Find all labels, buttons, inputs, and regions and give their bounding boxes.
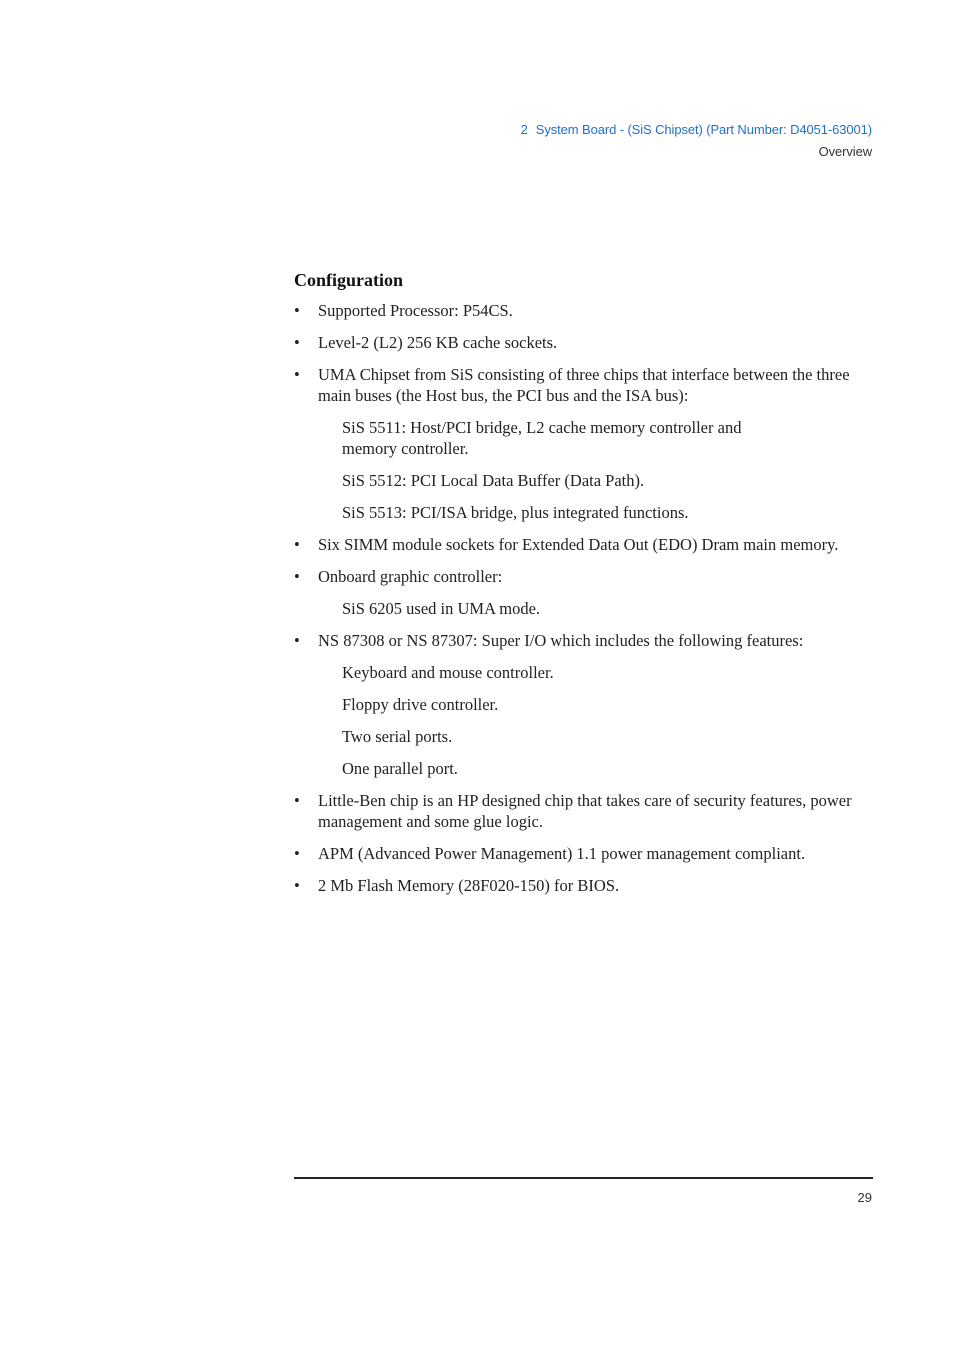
page-number: 29	[857, 1190, 872, 1205]
configuration-list-cont2	[294, 630, 884, 651]
running-header	[521, 119, 872, 163]
configuration-list-cont	[294, 534, 884, 587]
footer-rule	[294, 1177, 873, 1179]
bullet-icon: •	[294, 631, 300, 650]
sub-item: SiS 6205 used in UMA mode.	[342, 599, 541, 618]
chapter-title: System Board - (SiS Chipset) (Part Number: D4051-63001)	[535, 122, 872, 137]
bullet-icon: •	[294, 876, 300, 895]
page-content	[294, 268, 884, 907]
bullet-icon: •	[294, 365, 300, 384]
list-item: • Supported Processor: P54CS.	[294, 301, 513, 320]
list-item: • NS 87308 or NS 87307: Super I/O which includes the following features:	[294, 631, 804, 650]
sub-item: SiS 5511: Host/PCI bridge, L2 cache memory controller and memory controller.	[342, 418, 742, 458]
section-name: Overview	[818, 144, 872, 159]
list-item: • APM (Advanced Power Management) 1.1 power management compliant.	[294, 844, 806, 863]
list-item: • 2 Mb Flash Memory (28F020-150) for BIOS.	[294, 876, 620, 895]
sub-item: SiS 5513: PCI/ISA bridge, plus integrated functions.	[342, 503, 689, 522]
bullet-icon: •	[294, 844, 300, 863]
list-item: • Onboard graphic controller:	[294, 567, 503, 586]
bullet-icon: •	[294, 791, 300, 810]
sub-item: One parallel port.	[342, 759, 458, 778]
list-item: • Six SIMM module sockets for Extended Data Out (EDO) Dram main memory.	[294, 535, 839, 554]
list-item: • UMA Chipset from SiS consisting of three chips that interface between the three main buses (the Host bus, the PCI bus and the ISA bus):	[294, 365, 850, 405]
list-item: • Level-2 (L2) 256 KB cache sockets.	[294, 333, 558, 352]
list-item: • Little-Ben chip is an HP designed chip that takes care of security features, power management and some glue logic.	[294, 791, 852, 831]
sub-item: SiS 5512: PCI Local Data Buffer (Data Path).	[342, 471, 645, 490]
chapter-number: 2	[520, 122, 528, 137]
configuration-list-cont3	[294, 790, 884, 896]
chapter-heading	[521, 119, 872, 141]
sub-item: Two serial ports.	[342, 727, 453, 746]
bullet-icon: •	[294, 333, 300, 352]
bullet-icon: •	[294, 535, 300, 554]
section-title: Configuration	[294, 270, 404, 290]
bullet-icon: •	[294, 301, 300, 320]
sub-item: Keyboard and mouse controller.	[342, 663, 554, 682]
bullet-icon: •	[294, 567, 300, 586]
sub-item: Floppy drive controller.	[342, 695, 499, 714]
configuration-list	[294, 300, 884, 406]
